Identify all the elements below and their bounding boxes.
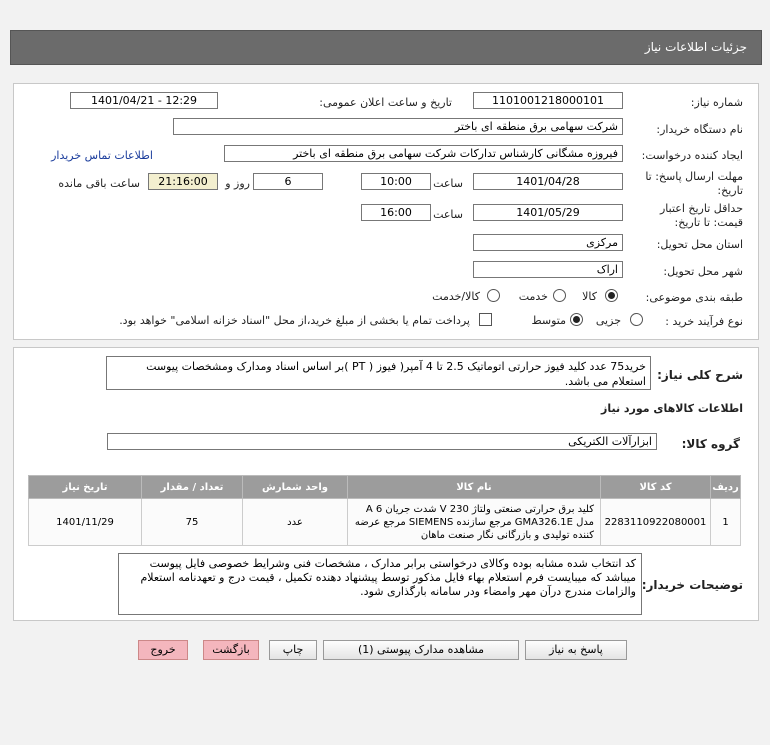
category-radio-goods-service[interactable] xyxy=(487,289,500,302)
exit-button[interactable]: خروج xyxy=(138,640,188,660)
page-header xyxy=(10,30,762,65)
reply-date-field: 1401/04/28 xyxy=(473,173,623,190)
row-unit: عدد xyxy=(243,499,348,546)
announce-label: تاریخ و ساعت اعلان عمومی: xyxy=(319,96,452,109)
row-index: 1 xyxy=(711,499,741,546)
need-number-label: شماره نیاز: xyxy=(690,96,743,109)
print-button[interactable]: چاپ xyxy=(269,640,317,660)
category-radio-goods[interactable] xyxy=(605,289,618,302)
treasury-payment-checkbox[interactable] xyxy=(479,313,492,326)
creator-label: ایجاد کننده درخواست: xyxy=(641,149,743,162)
page-title: جزئیات اطلاعات نیاز xyxy=(644,40,747,54)
reply-time-field: 10:00 xyxy=(361,173,431,190)
buyer-field: شرکت سهامی برق منطقه ای باختر xyxy=(173,118,623,135)
validity-time-label: ساعت xyxy=(433,208,463,221)
col-name: نام کالا xyxy=(348,476,601,499)
goods-table xyxy=(28,475,741,546)
remaining-time-field: 21:16:00 xyxy=(148,173,218,190)
days-label: روز و xyxy=(225,177,250,190)
province-label: استان محل تحویل: xyxy=(656,238,743,251)
need-number-field: 1101001218000101 xyxy=(473,92,623,109)
col-code: کد کالا xyxy=(601,476,711,499)
reply-deadline-label-2: تاریخ: xyxy=(717,184,743,197)
category-radio-service[interactable] xyxy=(553,289,566,302)
remaining-time-label: ساعت باقی مانده xyxy=(58,177,140,190)
process-radio-minor[interactable] xyxy=(630,313,643,326)
col-need-date: تاریخ نیاز xyxy=(29,476,142,499)
description-field: خرید75 عدد کلید فیوز حرارتی اتوماتیک 2.5 تا 4 آمپر( فیوز ( PT )بر اساس اسناد ومدارک ومشخصات پیوست استعلام می باشد. xyxy=(106,356,651,390)
category-label: طبقه بندی موضوعی: xyxy=(645,291,743,304)
city-label: شهر محل تحویل: xyxy=(663,265,743,278)
validity-date-field: 1401/05/29 xyxy=(473,204,623,221)
buyer-notes-label: توضیحات خریدار: xyxy=(641,578,743,592)
validity-label-2: قیمت: تا تاریخ: xyxy=(674,216,743,229)
reply-button[interactable]: پاسخ به نیاز xyxy=(525,640,627,660)
category-option-service: خدمت xyxy=(518,290,548,303)
table-row xyxy=(29,499,741,546)
treasury-payment-note: پرداخت تمام یا بخشی از مبلغ خرید،از محل "اسناد خزانه اسلامی" خواهد بود. xyxy=(119,314,470,327)
process-option-minor: جزیی xyxy=(595,314,621,327)
goods-section-title: اطلاعات کالاهای مورد نیاز xyxy=(601,402,743,415)
province-field: مرکزی xyxy=(473,234,623,251)
process-label: نوع فرآیند خرید : xyxy=(665,315,743,328)
buyer-label: نام دستگاه خریدار: xyxy=(656,123,743,136)
validity-time-field: 16:00 xyxy=(361,204,431,221)
city-field: اراک xyxy=(473,261,623,278)
announce-field: 1401/04/21 - 12:29 xyxy=(70,92,218,109)
row-quantity: 75 xyxy=(142,499,243,546)
goods-group-label: گروه کالا: xyxy=(681,437,740,451)
col-unit: واحد شمارش xyxy=(243,476,348,499)
description-label: شرح کلی نیاز: xyxy=(657,368,743,382)
reply-time-label: ساعت xyxy=(433,177,463,190)
back-button[interactable]: بازگشت xyxy=(203,640,259,660)
days-field: 6 xyxy=(253,173,323,190)
attachments-button[interactable]: مشاهده مدارک پیوستی (1) xyxy=(323,640,519,660)
row-need-date: 1401/11/29 xyxy=(29,499,142,546)
buyer-notes-field: کد انتخاب شده مشابه بوده وکالای درخواستی برابر مدارک ، مشخصات فنی وشرایط خصوصی فایل پیوست میباشد که میبایست فرم استعلام بهاء فایل مذکور توسط پیشنهاد دهنده تکمیل ، قیمت درج و تعهدنامه استعلام والزامات مندرج درآن مهر وامضاء ودر سامانه بارگذاری شود. xyxy=(118,553,642,615)
row-code: 2283110922080001 xyxy=(601,499,711,546)
category-option-goods-service: کالا/خدمت xyxy=(432,290,480,303)
col-index: ردیف xyxy=(711,476,741,499)
process-radio-medium[interactable] xyxy=(570,313,583,326)
goods-table-header xyxy=(29,476,741,499)
row-name: کلید برق حرارتی صنعتی ولتاژ 230 V شدت جریان 6 A مدل GMA326.1E مرجع سازنده SIEMENS مرجع عرضه کننده تولیدی و بازرگانی نگار صنعت ماهان xyxy=(348,499,601,546)
creator-field: فیروزه مشگانی کارشناس تدارکات شرکت سهامی برق منطقه ای باختر xyxy=(224,145,623,162)
validity-label: حداقل تاریخ اعتبار xyxy=(659,202,743,215)
col-quantity: تعداد / مقدار xyxy=(142,476,243,499)
goods-group-field: ابزارآلات الکتریکی xyxy=(107,433,657,450)
buyer-contact-link[interactable]: اطلاعات تماس خریدار xyxy=(51,149,153,162)
reply-deadline-label: مهلت ارسال پاسخ: تا xyxy=(645,170,743,183)
process-option-medium: متوسط xyxy=(531,314,566,327)
category-option-goods: کالا xyxy=(582,290,597,303)
